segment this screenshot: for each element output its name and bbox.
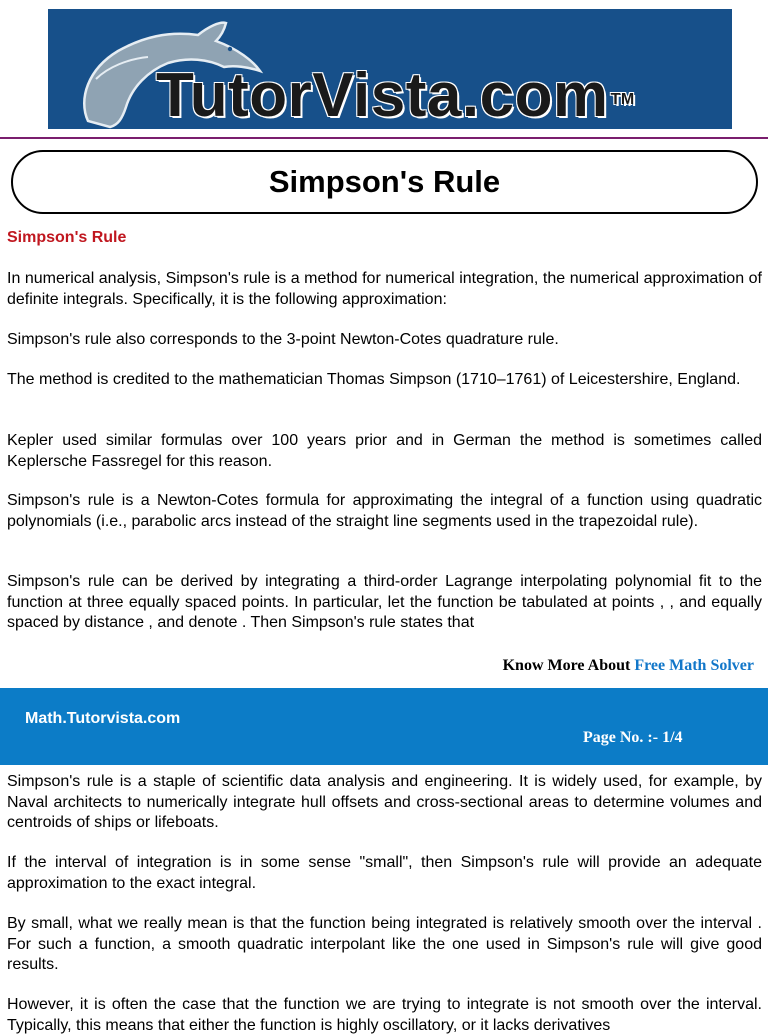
page-number: Page No. :- 1/4 xyxy=(583,729,683,746)
know-more-line xyxy=(503,657,754,675)
paragraph: Simpson's rule can be derived by integrating a third-order Lagrange interpolating polynomial fit to the function at three equally spaced points. In particular, let the function be tabulated at points , , and equally spaced by distance , and denote . Then Simpson's rule states that xyxy=(7,573,762,631)
paragraph: The method is credited to the mathematician Thomas Simpson (1710–1761) of Leicestershire, England. xyxy=(7,371,741,388)
header-divider xyxy=(0,137,768,139)
page-title: Simpson's Rule xyxy=(268,164,501,199)
section-heading: Simpson's Rule xyxy=(7,229,127,246)
trademark-mark: TM xyxy=(610,91,635,108)
paragraph: Simpson's rule is a Newton-Cotes formula for approximating the integral of a function using quadratic polynomials (i.e., parabolic arcs instead of the straight line segments used in the trapezoidal rule). xyxy=(7,492,762,530)
site-label[interactable]: Math.Tutorvista.com xyxy=(25,710,181,727)
paragraph: By small, what we really mean is that the function being integrated is relatively smooth over the interval . For such a function, a smooth quadratic interpolant like the one used in Simpson's rule will give good results. xyxy=(7,915,762,973)
know-more-prefix: Know More About xyxy=(502,657,635,674)
paragraph: Kepler used similar formulas over 100 years prior and in German the method is sometimes called Keplersche Fassregel for this reason. xyxy=(7,432,762,470)
paragraph: Simpson's rule is a staple of scientific data analysis and engineering. It is widely used, for example, by Naval architects to numerically integrate hull offsets and cross-sectional areas to determine volumes and centroids of ships or lifeboats. xyxy=(7,773,762,831)
title-box xyxy=(11,150,758,214)
paragraph: If the interval of integration is in some sense "small", then Simpson's rule will provide an adequate approximation to the exact integral. xyxy=(7,854,762,892)
paragraph: Simpson's rule also corresponds to the 3-point Newton-Cotes quadrature rule. xyxy=(7,331,559,348)
logo-wordmark: TutorVista.com ™ xyxy=(156,61,635,129)
footer-band xyxy=(0,688,768,765)
free-math-solver-link[interactable]: Free Math Solver xyxy=(634,657,754,674)
tutorvista-logo-banner xyxy=(48,9,732,129)
paragraph: In numerical analysis, Simpson's rule is a method for numerical integration, the numerical approximation of definite integrals. Specifically, it is the following approximation: xyxy=(7,270,762,308)
paragraph: However, it is often the case that the function we are trying to integrate is not smooth over the interval. Typically, this means that either the function is highly oscillatory, or it lacks derivatives xyxy=(7,996,762,1034)
